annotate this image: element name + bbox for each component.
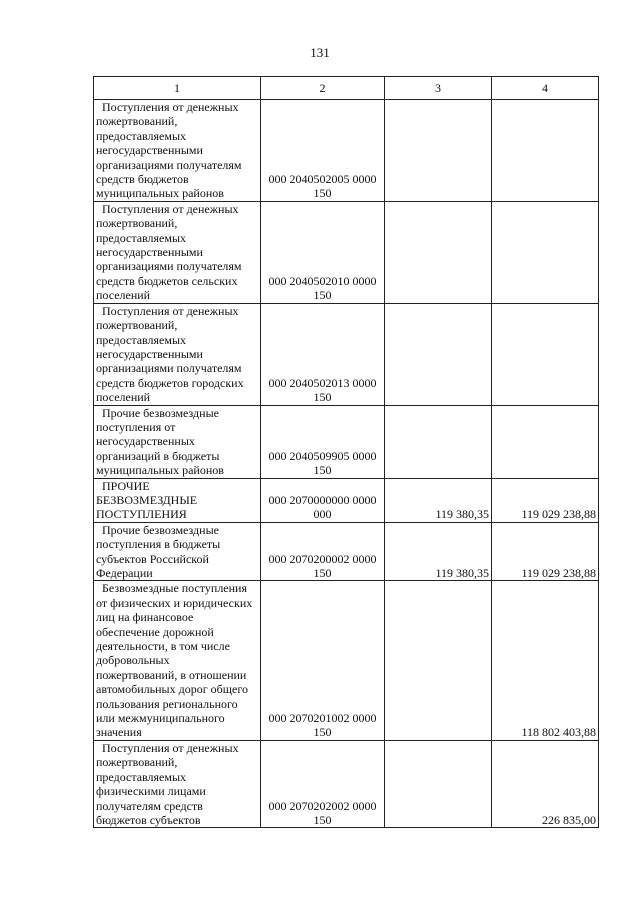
row-name-cell: [94, 100, 261, 202]
row-name-line: пожертвований, в отношении: [96, 667, 247, 682]
column-header-3: 3: [385, 77, 492, 100]
table-row: [94, 581, 599, 740]
row-name-line: Поступления от денежных: [102, 303, 239, 318]
table-row: [94, 405, 599, 478]
row-name-line: лиц на финансовое: [96, 610, 194, 625]
row-code-cell: [261, 581, 385, 740]
row-name-line: предоставляемых: [96, 332, 187, 347]
table-row: [94, 478, 599, 522]
row-name-line: средств бюджетов: [96, 172, 189, 187]
table-row: [94, 201, 599, 303]
row-code-line: 150: [313, 566, 332, 580]
row-name-line: значения: [96, 725, 142, 740]
row-name-line: ПРОЧИЕ: [102, 478, 150, 493]
row-name-line: организациями получателям: [96, 361, 242, 376]
row-name-line: предоставляемых: [96, 230, 187, 245]
row-name-line: поступления в бюджеты: [96, 537, 221, 552]
row-name-cell: [94, 478, 261, 522]
row-name-line: БЕЗВОЗМЕЗДНЫЕ: [96, 492, 198, 507]
row-name-line: пожертвований,: [96, 216, 178, 231]
row-name-line: физическими лицами: [96, 784, 206, 799]
row-name-cell: [94, 303, 261, 405]
row-name-line: Безвозмездные поступления: [102, 581, 247, 596]
row-code-cell: [261, 100, 385, 202]
column-header-4: 4: [492, 77, 599, 100]
row-code-line: 150: [313, 390, 332, 405]
row-name-line: Федерации: [96, 566, 153, 580]
row-name-line: от физических и юридических: [96, 595, 253, 610]
row-value-col3: [385, 303, 492, 405]
row-name-line: поступления от: [96, 419, 176, 434]
row-value-col4: 118 802 403,88: [492, 581, 599, 740]
row-value-col3: [385, 740, 492, 827]
row-name-line: ПОСТУПЛЕНИЯ: [96, 507, 187, 522]
row-name-line: муниципальных районов: [96, 186, 224, 201]
row-name-line: обеспечение дорожной: [96, 624, 214, 639]
row-name-line: средств бюджетов городских: [96, 375, 244, 390]
row-code-line: 000 2070201002 0000: [268, 711, 377, 726]
row-name-line: бюджетов субъектов: [96, 812, 201, 827]
row-value-col4: [492, 100, 599, 202]
column-header-1: 1: [94, 77, 261, 100]
row-value-col4: [492, 303, 599, 405]
row-value-col3: 119 380,35: [385, 522, 492, 581]
row-name-line: Прочие безвозмездные: [102, 405, 219, 420]
row-name-line: организациями получателям: [96, 259, 242, 274]
row-name-line: пожертвований,: [96, 755, 178, 770]
row-value-col4: 226 835,00: [492, 740, 599, 827]
row-code-line: 000 2070000000 0000: [268, 492, 377, 507]
row-name-cell: [94, 522, 261, 581]
row-name-line: негосударственными: [96, 245, 203, 260]
row-code-line: 150: [313, 463, 332, 478]
row-name-line: муниципальных районов: [96, 463, 224, 478]
row-name-line: пользования регионального: [96, 696, 238, 711]
table-row: [94, 522, 599, 581]
row-code-line: 000 2040502005 0000: [268, 172, 377, 187]
row-name-cell: [94, 405, 261, 478]
row-name-line: субъектов Российской: [96, 551, 209, 566]
row-code-line: 000 2070200002 0000: [268, 551, 377, 566]
row-value-col3: [385, 201, 492, 303]
row-code-line: 000 2070202002 0000: [268, 798, 377, 813]
row-name-line: автомобильных дорог общего: [96, 682, 248, 697]
row-name-line: поселений: [96, 288, 151, 303]
row-name-line: Поступления от денежных: [102, 201, 239, 216]
table-row: [94, 740, 599, 827]
column-header-2: 2: [261, 77, 385, 100]
row-code-line: 000 2040509905 0000: [268, 448, 377, 463]
row-code-cell: [261, 740, 385, 827]
row-value-col4: [492, 201, 599, 303]
row-code-line: 150: [313, 186, 332, 201]
row-code-line: 000 2040502013 0000: [268, 375, 377, 390]
row-name-line: Поступления от денежных: [102, 740, 239, 755]
row-name-line: негосударственными: [96, 346, 203, 361]
row-code-line: 150: [313, 812, 332, 827]
row-name-line: организациями получателям: [96, 157, 242, 172]
row-name-cell: [94, 581, 261, 740]
row-name-line: пожертвований,: [96, 114, 178, 129]
row-code-cell: [261, 522, 385, 581]
row-code-line: 000: [313, 507, 332, 522]
row-value-col4: 119 029 238,88: [492, 522, 599, 581]
row-name-line: негосударственных: [96, 434, 195, 449]
row-code-cell: [261, 201, 385, 303]
row-name-line: поселений: [96, 390, 151, 405]
row-name-line: организаций в бюджеты: [96, 448, 220, 463]
row-code-cell: [261, 405, 385, 478]
row-name-cell: [94, 201, 261, 303]
row-name-line: предоставляемых: [96, 769, 187, 784]
row-name-cell: [94, 740, 261, 827]
row-value-col3: [385, 405, 492, 478]
row-name-line: Поступления от денежных: [102, 100, 239, 114]
row-name-line: предоставляемых: [96, 128, 187, 143]
table-body: [94, 100, 599, 828]
row-code-line: 150: [313, 725, 332, 740]
table-row: [94, 303, 599, 405]
row-code-cell: [261, 303, 385, 405]
row-code-line: 150: [313, 288, 332, 303]
row-name-line: Прочие безвозмездные: [102, 522, 219, 537]
table-row: [94, 100, 599, 202]
row-name-line: деятельности, в том числе: [96, 639, 230, 654]
row-value-col3: [385, 581, 492, 740]
table-header-row: [94, 77, 599, 100]
row-value-col3: [385, 100, 492, 202]
row-name-line: добровольных: [96, 653, 170, 668]
revenue-table: [93, 76, 599, 828]
row-code-line: 000 2040502010 0000: [268, 273, 377, 288]
row-value-col4: [492, 405, 599, 478]
row-value-col4: 119 029 238,88: [492, 478, 599, 522]
row-code-cell: [261, 478, 385, 522]
row-name-line: получателям средств: [96, 798, 203, 813]
row-value-col3: 119 380,35: [385, 478, 492, 522]
row-name-line: негосударственными: [96, 143, 203, 158]
row-name-line: или межмуниципального: [96, 711, 225, 726]
page-number: 131: [310, 45, 330, 60]
row-name-line: средств бюджетов сельских: [96, 273, 238, 288]
row-name-line: пожертвований,: [96, 318, 178, 333]
